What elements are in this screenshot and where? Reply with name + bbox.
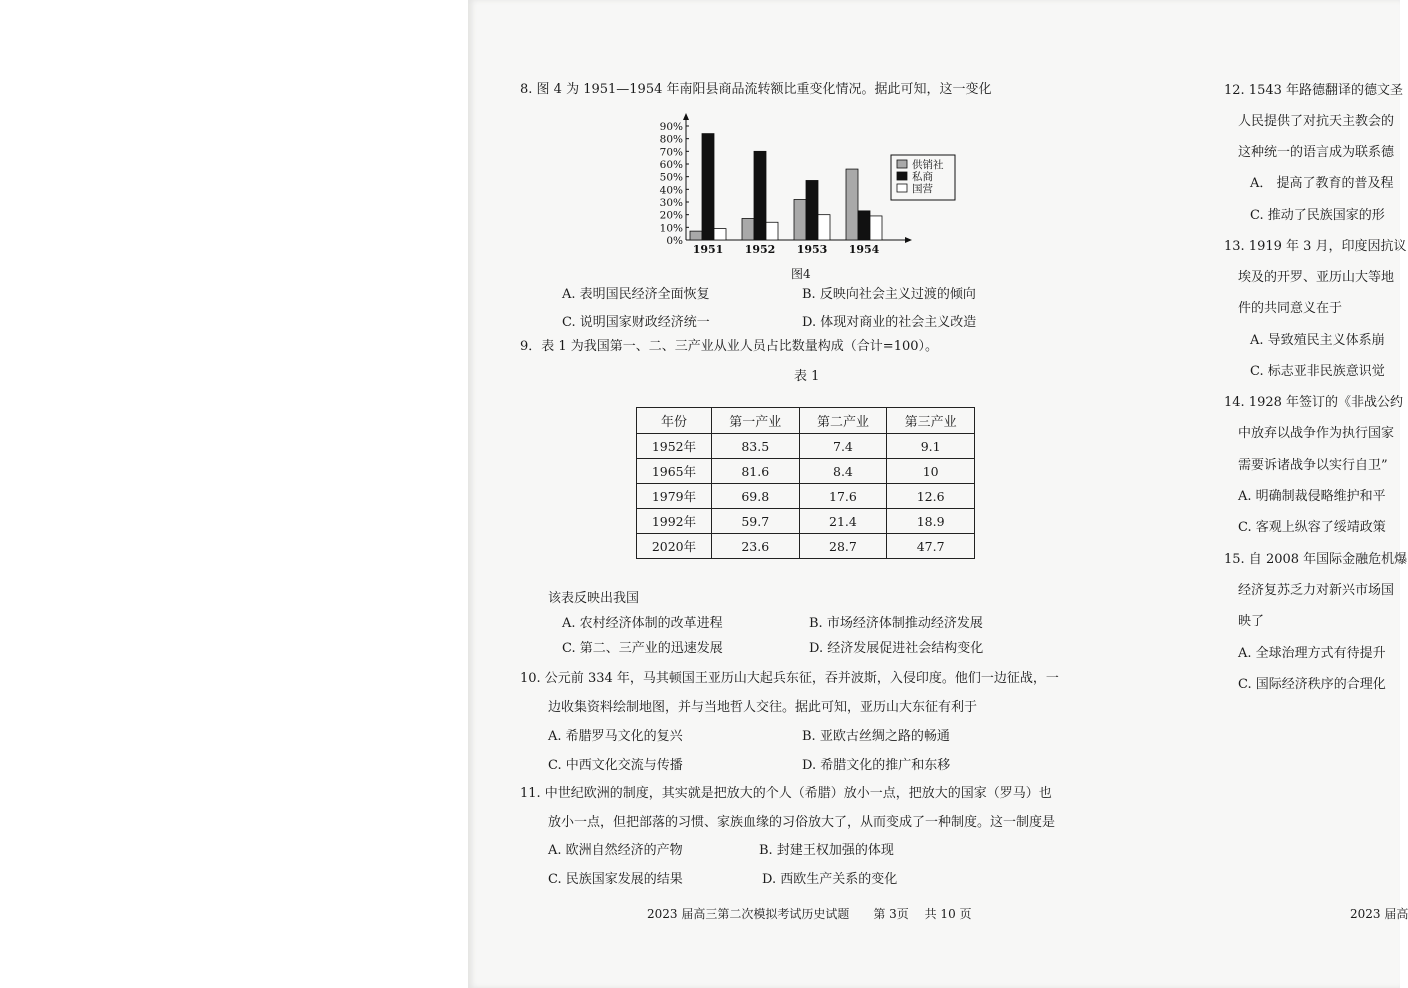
bar-私商-1951 [702, 134, 714, 240]
table-cell: 1952年 [637, 434, 712, 459]
table-row [637, 534, 975, 559]
bar-供销社-1954 [846, 169, 858, 240]
table-cell: 69.8 [711, 484, 799, 509]
y-tick-label: 70% [659, 146, 683, 159]
q15-line1: 15. 自 2008 年国际金融危机爆 [1224, 552, 1408, 567]
legend-swatch-供销社 [897, 160, 907, 168]
q15-option-a[interactable]: A. 全球治理方式有待提升 [1238, 646, 1386, 661]
table-cell: 47.7 [887, 534, 975, 559]
q14-option-c[interactable]: C. 客观上纵容了绥靖政策 [1238, 520, 1386, 535]
table-header-cell: 年份 [637, 408, 712, 434]
table-header-cell: 第三产业 [887, 408, 975, 434]
q11-option-c[interactable]: C. 民族国家发展的结果 [548, 872, 683, 887]
table-cell: 83.5 [711, 434, 799, 459]
q12-option-c[interactable]: C. 推动了民族国家的形 [1250, 208, 1385, 223]
table-cell: 17.6 [799, 484, 887, 509]
y-tick-label: 90% [659, 121, 683, 133]
employment-table [636, 407, 975, 559]
x-tick-label: 1952 [744, 243, 776, 256]
q12-option-a[interactable]: A． 提高了教育的普及程 [1250, 176, 1394, 191]
x-tick-label: 1951 [692, 243, 724, 256]
q11-option-d[interactable]: D. 西欧生产关系的变化 [762, 872, 898, 887]
y-tick-label: 20% [659, 209, 683, 222]
table-cell: 9.1 [887, 434, 975, 459]
figure-caption: 图4 [791, 267, 811, 281]
q15-line3: 映了 [1238, 614, 1265, 629]
bar-供销社-1953 [794, 199, 806, 240]
q12-line3: 这种统一的语言成为联系德 [1238, 145, 1395, 160]
table-header-row [637, 408, 975, 434]
y-tick-label: 10% [659, 222, 683, 235]
table-row [637, 484, 975, 509]
x-axis-arrow [905, 237, 912, 243]
q11-option-b[interactable]: B. 封建王权加强的体现 [759, 843, 894, 858]
table-header-cell: 第二产业 [799, 408, 887, 434]
table-cell: 21.4 [799, 509, 887, 534]
table-cell: 23.6 [711, 534, 799, 559]
q11-option-a[interactable]: A. 欧洲自然经济的产物 [548, 843, 683, 858]
table-cell: 12.6 [887, 484, 975, 509]
y-tick-label: 30% [659, 197, 683, 209]
q13-option-a[interactable]: A. 导致殖民主义体系崩 [1250, 333, 1385, 348]
legend-label: 供销社 [912, 159, 944, 171]
legend-label: 国营 [912, 183, 933, 195]
table-cell: 1965年 [637, 459, 712, 484]
table-cell: 18.9 [887, 509, 975, 534]
table-cell: 28.7 [799, 534, 887, 559]
q8-option-c[interactable]: C. 说明国家财政经济统一 [562, 315, 710, 330]
q14-line1: 14. 1928 年签订的《非战公约 [1224, 395, 1404, 410]
page-footer: 2023 届高三第二次模拟考试历史试题 第 3页 共 10 页 [647, 907, 972, 921]
y-tick-label: 80% [659, 133, 683, 146]
q8-stem: 8. 图 4 为 1951—1954 年南阳县商品流转额比重变化情况。据此可知，这一变化 [520, 82, 992, 97]
bar-chart-fig4 [650, 112, 960, 262]
right-page-footer: 2023 届高 [1350, 907, 1408, 921]
bar-国营-1952 [766, 222, 778, 240]
bar-国营-1954 [870, 216, 882, 240]
table-row [637, 459, 975, 484]
y-tick-label: 50% [659, 171, 683, 184]
table-row [637, 434, 975, 459]
y-axis-arrow [683, 113, 689, 120]
q10-stem-line1: 10. 公元前 334 年，马其顿国王亚历山大起兵东征，吞并波斯，入侵印度。他们一边征战，一 [520, 671, 1059, 686]
q8-option-d[interactable]: D. 体现对商业的社会主义改造 [802, 315, 977, 330]
q8-option-a[interactable]: A. 表明国民经济全面恢复 [562, 287, 710, 302]
table-cell: 10 [887, 459, 975, 484]
q10-option-c[interactable]: C. 中西文化交流与传播 [548, 758, 683, 773]
q9-option-c[interactable]: C. 第二、三产业的迅速发展 [562, 641, 723, 656]
bar-供销社-1951 [690, 231, 702, 240]
table-cell: 1992年 [637, 509, 712, 534]
bar-国营-1953 [818, 215, 830, 240]
q10-option-d[interactable]: D. 希腊文化的推广和东移 [802, 758, 951, 773]
q10-option-a[interactable]: A. 希腊罗马文化的复兴 [548, 729, 683, 744]
q14-line3: 需要诉诸战争以实行自卫” [1238, 458, 1388, 473]
q9-lead: 该表反映出我国 [548, 591, 640, 606]
q8-option-b[interactable]: B. 反映向社会主义过渡的倾向 [802, 287, 976, 302]
table-header-cell: 第一产业 [711, 408, 799, 434]
bar-私商-1954 [858, 211, 870, 240]
q13-option-c[interactable]: C. 标志亚非民族意识觉 [1250, 364, 1385, 379]
table-cell: 8.4 [799, 459, 887, 484]
q10-stem-line2: 边收集资料绘制地图，并与当地哲人交往。据此可知，亚历山大东征有利于 [548, 700, 978, 715]
q13-line1: 13. 1919 年 3 月，印度因抗议 [1224, 239, 1407, 254]
q12-line1: 12. 1543 年路德翻译的德文圣 [1224, 83, 1404, 98]
q9-option-d[interactable]: D. 经济发展促进社会结构变化 [809, 641, 984, 656]
q13-line3: 件的共同意义在于 [1238, 301, 1343, 316]
bar-私商-1953 [806, 180, 818, 240]
table-cell: 59.7 [711, 509, 799, 534]
legend-swatch-国营 [897, 184, 907, 192]
legend-label: 私商 [912, 171, 933, 183]
q12-line2: 人民提供了对抗天主教会的 [1238, 114, 1395, 129]
left-margin [0, 0, 468, 988]
q14-line2: 中放弃以战争作为执行国家 [1238, 426, 1395, 441]
q15-line2: 经济复苏乏力对新兴市场国 [1238, 583, 1395, 598]
q9-option-b[interactable]: B. 市场经济体制推动经济发展 [809, 616, 983, 631]
table-cell: 1979年 [637, 484, 712, 509]
bar-国营-1951 [714, 229, 726, 240]
table-row [637, 509, 975, 534]
q9-option-a[interactable]: A. 农村经济体制的改革进程 [562, 616, 723, 631]
q11-stem-line1: 11. 中世纪欧洲的制度，其实就是把放大的个人（希腊）放小一点，把放大的国家（罗马）也 [520, 786, 1052, 801]
x-tick-label: 1954 [848, 243, 880, 256]
table-title: 表 1 [794, 369, 820, 384]
y-tick-label: 40% [659, 184, 683, 197]
q11-stem-line2: 放小一点，但把部落的习惯、家族血缘的习俗放大了，从而变成了一种制度。这一制度是 [548, 815, 1056, 830]
q10-option-b[interactable]: B. 亚欧古丝绸之路的畅通 [802, 729, 950, 744]
bar-供销社-1952 [742, 218, 754, 240]
table-cell: 7.4 [799, 434, 887, 459]
q13-line2: 埃及的开罗、亚历山大等地 [1238, 270, 1395, 285]
table-cell: 81.6 [711, 459, 799, 484]
bar-私商-1952 [754, 151, 766, 240]
table-cell: 2020年 [637, 534, 712, 559]
y-tick-label: 0% [666, 235, 683, 247]
x-tick-label: 1953 [796, 243, 828, 256]
q15-option-c[interactable]: C. 国际经济秩序的合理化 [1238, 677, 1386, 692]
y-tick-label: 60% [659, 159, 683, 171]
q14-option-a[interactable]: A. 明确制裁侵略维护和平 [1238, 489, 1386, 504]
q9-stem: 9．表 1 为我国第一、二、三产业从业人员占比数量构成（合计=100）。 [520, 339, 939, 354]
legend-swatch-私商 [897, 172, 907, 180]
